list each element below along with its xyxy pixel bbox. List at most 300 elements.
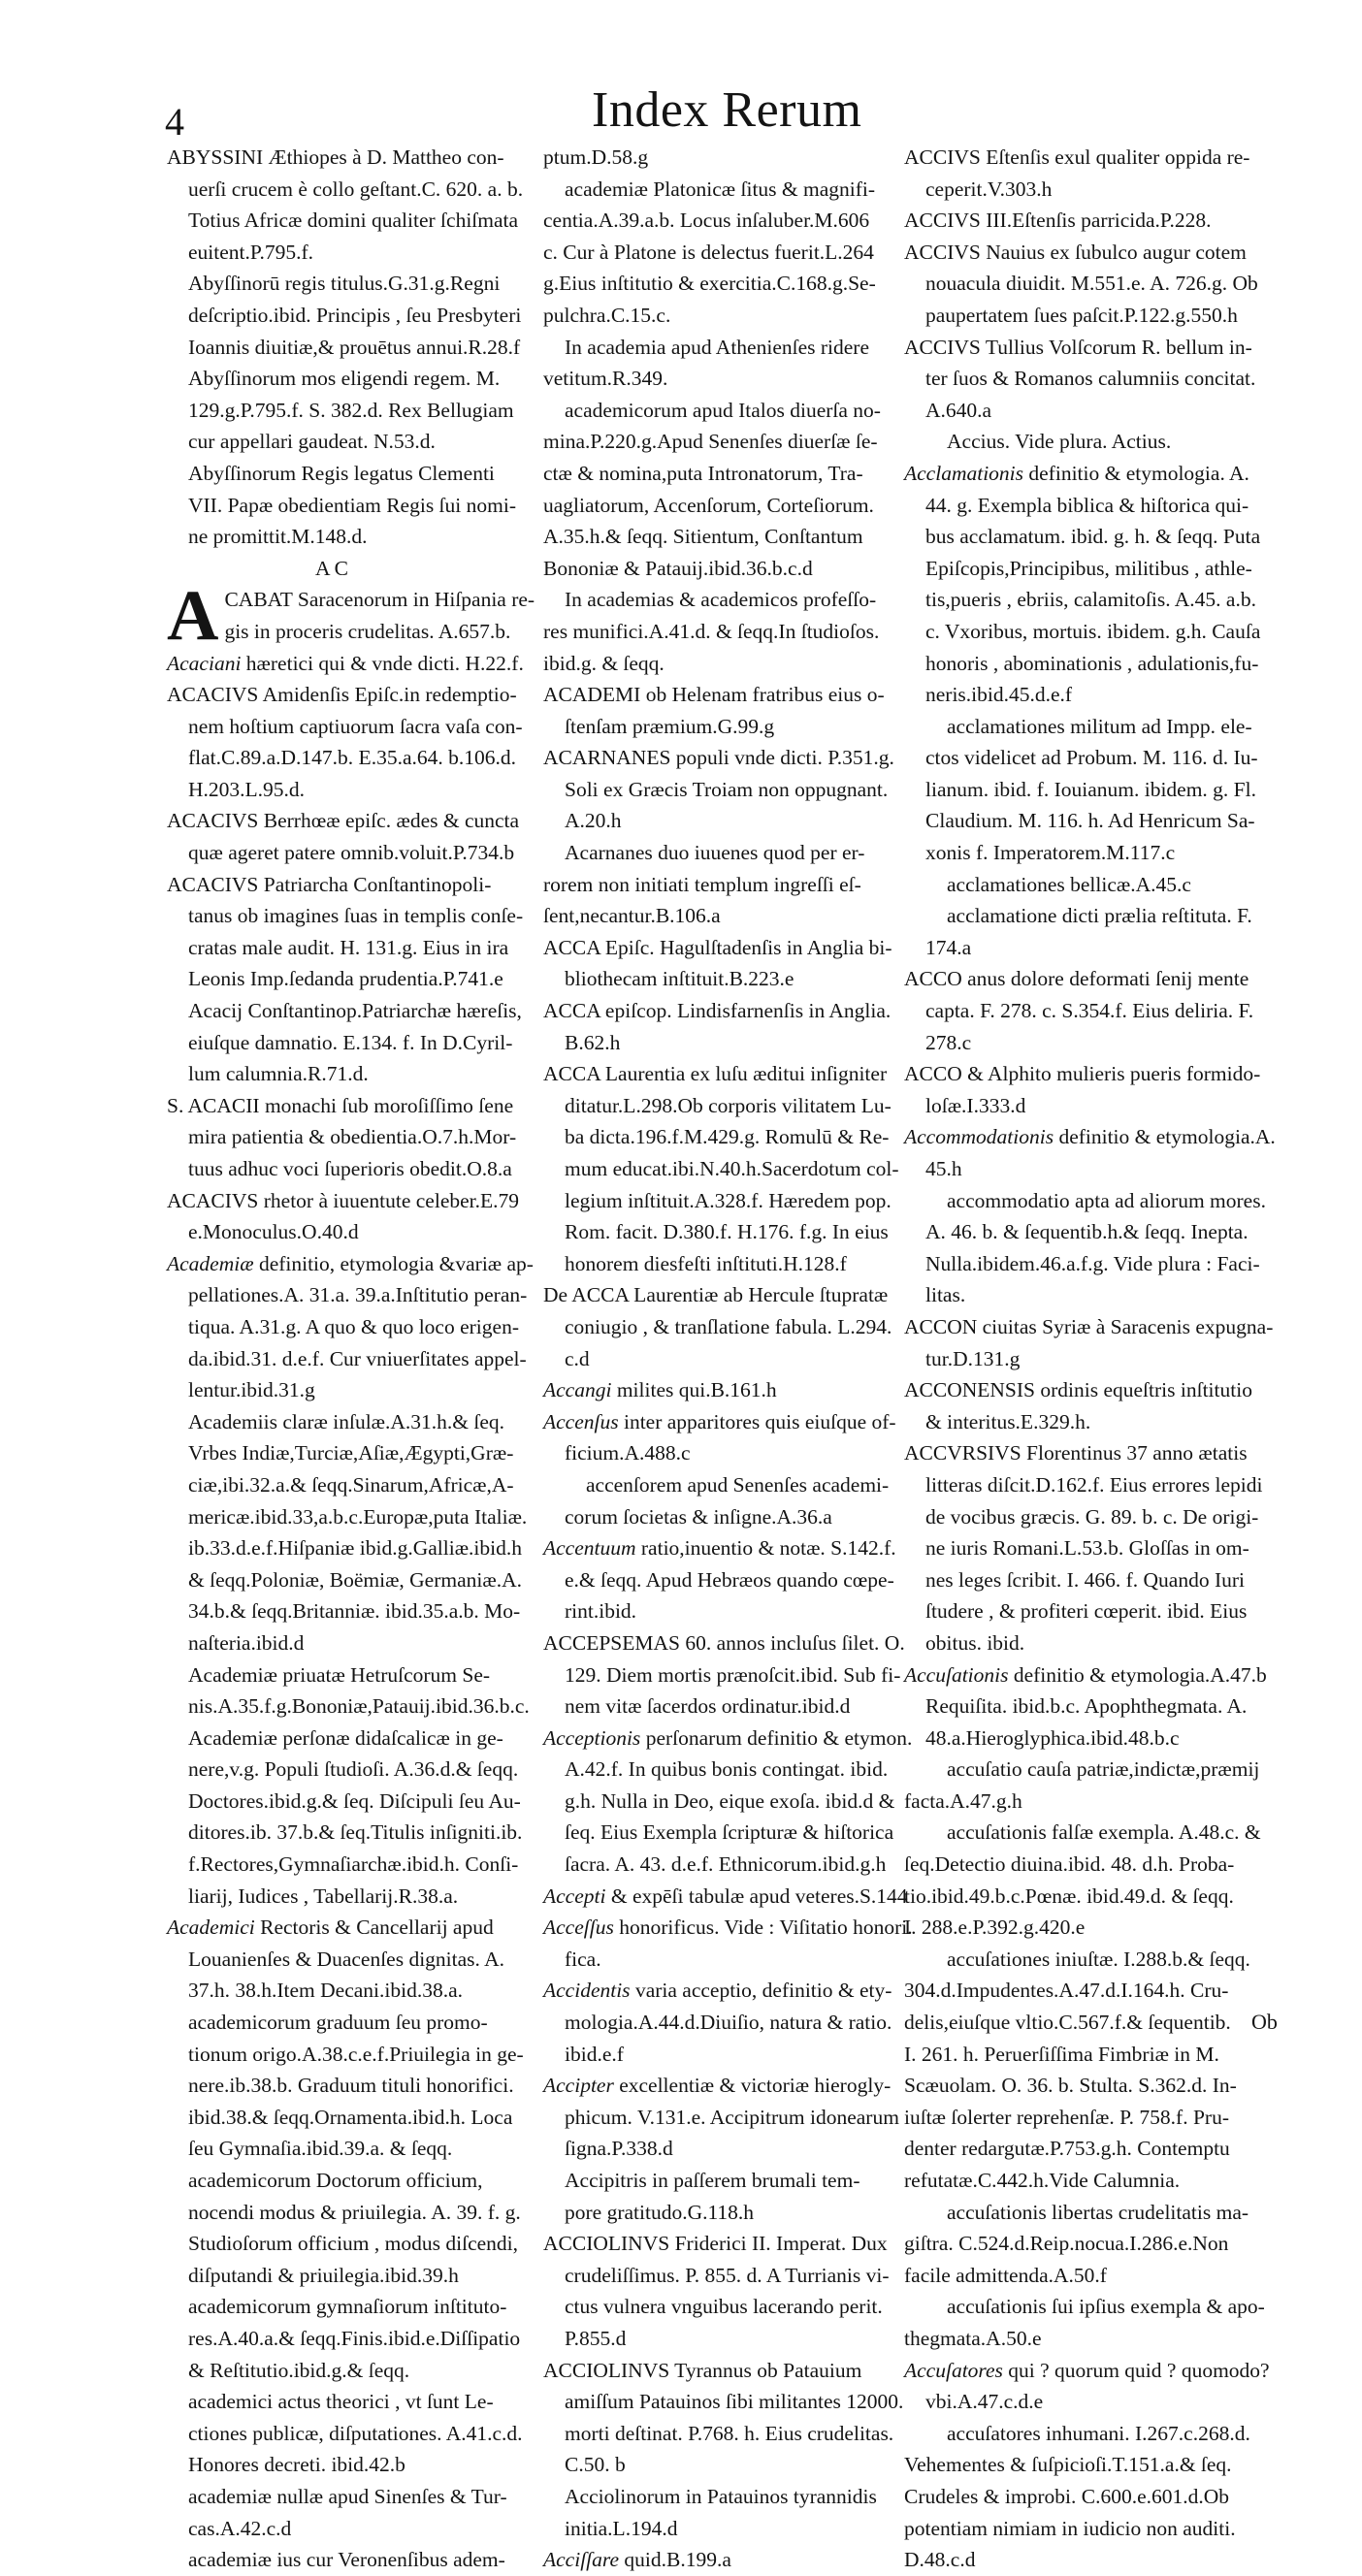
index-line-text: Studioſorum officium , modus diſcendi, [188, 2232, 519, 2256]
index-line [543, 932, 892, 964]
index-line [904, 1849, 1269, 1881]
index-line [904, 1279, 1269, 1311]
index-line [904, 963, 1269, 995]
index-line [167, 521, 497, 553]
index-line-text: euitent.P.795.f. [188, 240, 313, 264]
index-line [543, 1754, 889, 1786]
index-line [904, 1027, 1269, 1059]
index-line [904, 1627, 1269, 1659]
index-line-text: nes leges ſcribit. I. 466. f. Quando Iuri [925, 1567, 1245, 1592]
index-line-text: honoris , abominationis , adulationis,fu- [925, 651, 1259, 675]
index-line [904, 774, 1269, 806]
index-line-text: 129. Diem mortis prænoſcit.ibid. Sub fi- [565, 1662, 901, 1687]
index-line-text: ſacra. A. 43. d.e.f. Ethnicorum.ibid.g.h [565, 1852, 887, 1877]
index-line-text: ACCONENSIS ordinis equeſtris inſtitutio [904, 1378, 1252, 1402]
index-line-text: Acaciani hæretici qui & vnde dicti. H.22.f. [167, 651, 524, 675]
index-line-text: VII. Papæ obedientiam Regis ſui nomi- [188, 493, 516, 517]
index-line [904, 332, 1269, 364]
index-line-text: Vehementes & ſuſpicioſi.T.151.a.& ſeq. [904, 2453, 1232, 2477]
index-line-text: Soli ex Græcis Troiam non oppugnant. [565, 777, 889, 801]
index-line [904, 142, 1269, 174]
index-line-text: Doctores.ibid.g.& ſeq. Diſcipuli ſeu Au- [188, 1788, 521, 1813]
index-line-text: ACCIVS III.Eſtenſis parricida.P.228. [904, 209, 1212, 233]
index-line [167, 1564, 522, 1596]
index-line-text: Academiæ definitio, etymologia &variæ ap- [167, 1251, 534, 1275]
index-line-text: Rom. facit. D.380.f. H.176. f.g. In eius [565, 1220, 889, 1244]
index-line-text: Acclamationis definitio & etymologia. A. [904, 461, 1249, 485]
index-line [543, 1153, 899, 1185]
index-line-text: ACCIVS Nauius ex ſubulco augur cotem [904, 240, 1247, 264]
index-line [543, 2070, 892, 2102]
index-line-text: phicum. V.131.e. Accipitrum idonearum [565, 2105, 899, 2129]
index-line-text: lum calumnia.R.71.d. [188, 1062, 369, 1086]
index-line [543, 1216, 889, 1248]
index-line-text: academicorum apud Italos diuerſa no- [565, 398, 881, 422]
index-line [904, 837, 1269, 869]
index-line [904, 1532, 1269, 1564]
index-line [904, 2386, 1269, 2418]
index-line-text: initia.L.194.d [565, 2516, 678, 2540]
index-line-text: ficium.A.488.c [565, 1441, 691, 1465]
index-line [904, 1659, 1269, 1691]
index-line [904, 2102, 1269, 2134]
index-line [167, 490, 516, 522]
index-line-text: ditores.ib. 37.b.& ſeq.Titulis inſigniti.ib. [188, 1820, 523, 1845]
index-line [543, 1374, 885, 1406]
index-line-text: g.h. Nulla in Deo, eique exoſa. ibid.d & [565, 1788, 895, 1813]
index-line [167, 2197, 521, 2229]
index-line [167, 1090, 514, 1122]
index-line [543, 1121, 890, 1153]
index-line [904, 1406, 1269, 1438]
index-line-text: Nulla.ibidem.46.a.f.g. Vide plura : Faci- [925, 1251, 1260, 1275]
index-line [167, 1058, 497, 1090]
index-line-text: A.20.h [565, 809, 622, 833]
index-line [167, 742, 516, 774]
index-line-text: C.50. b [565, 2453, 626, 2477]
index-line-text: ACCA epiſcop. Lindisfarnenſis in Anglia. [543, 999, 892, 1023]
index-line-text: facile admittenda.A.50.f [904, 2263, 1107, 2287]
index-line [543, 995, 892, 1027]
index-line [543, 458, 885, 490]
index-line-text: Requiſita. ibid.b.c. Apophthegmata. A. [925, 1694, 1248, 1719]
index-line-text: ACCEPSEMAS 60. annos incluſus ſilet. O. [543, 1630, 905, 1655]
drop-cap: A [167, 576, 219, 657]
index-line [543, 2386, 904, 2418]
index-line-text: nem hoſtium captiuorum ſacra vaſa con- [188, 714, 523, 738]
index-line [167, 2039, 524, 2071]
index-line-text: Accepti & expēſi tabulæ apud veteres.S.144 [543, 1884, 908, 1908]
index-line-text: accommodatio apta ad aliorum mores. [947, 1188, 1266, 1212]
index-line-text: Accipter excellentiæ & victoriæ hierogly- [543, 2074, 892, 2098]
page-number: 4 [165, 100, 184, 144]
index-line [543, 1944, 885, 1976]
index-line-text: liarij, Iudices , Tabellarij.R.38.a. [188, 1884, 459, 1908]
index-line [543, 869, 885, 901]
index-line [167, 2070, 514, 2102]
index-line-text: accenſorem apud Senenſes academi- [586, 1472, 890, 1497]
index-line-text: nere.ib.38.b. Graduum tituli honorifici. [188, 2074, 514, 2098]
index-line [167, 1279, 528, 1311]
index-line-text: Louanienſes & Duacenſes dignitas. A. [188, 1947, 505, 1971]
index-line-text: tionum origo.A.38.c.e.f.Priuilegia in ge- [188, 2042, 524, 2066]
index-line-text: da.ibid.31. d.e.f. Cur vniuerſitates appel- [188, 1346, 527, 1370]
index-line [904, 1185, 1269, 1217]
index-line [167, 1469, 514, 1501]
index-line [167, 142, 504, 174]
index-line-text: ACACIVS Patriarcha Conſtantinopoli- [167, 872, 492, 896]
index-line-text: A.35.h.& ſeqq. Sitientum, Conſtantum [543, 525, 863, 549]
index-line-text: denter redargutæ.P.753.g.h. Contemptu [904, 2137, 1230, 2161]
index-line [904, 2228, 1269, 2260]
index-line [904, 648, 1269, 680]
index-line [167, 1723, 503, 1755]
index-line [543, 2449, 885, 2481]
index-line [167, 963, 503, 995]
index-line [543, 142, 885, 174]
index-line [543, 2260, 890, 2292]
index-line [904, 1374, 1269, 1406]
index-line [167, 837, 515, 869]
index-line-text: coniugio , & tranſlatione fabula. L.294. [565, 1314, 892, 1338]
index-line [904, 2165, 1269, 2197]
index-line-text: & Reſtitutio.ibid.g.& ſeqq. [188, 2358, 410, 2382]
index-line [904, 1437, 1269, 1469]
index-line-text: tuus adhuc voci ſuperioris obedit.O.8.a [188, 1157, 512, 1180]
index-line-text: Abyſſinorum Regis legatus Clementi [188, 461, 495, 485]
index-line-text: litteras diſcit.D.162.f. Eius errores lepidi [925, 1472, 1263, 1497]
index-line-text: ſtudere , & profiteri cœperit. ibid. Eius [925, 1599, 1248, 1624]
index-line-text: uagliatorum, Accenſorum, Corteſiorum. [543, 493, 874, 517]
index-line [904, 1595, 1269, 1627]
index-line-text: Epiſcopis,Principibus, militibus , athle- [925, 556, 1252, 580]
index-line-text: bus acclamatum. ibid. g. h. & ſeqq. Puta [925, 525, 1261, 549]
index-line-text: facta.A.47.g.h [904, 1788, 1022, 1813]
index-line [167, 2007, 497, 2039]
index-line-text: loſæ.I.333.d [925, 1093, 1026, 1117]
index-line [167, 1690, 530, 1723]
index-line-text: diſputandi & priuilegia.ibid.39.h [188, 2263, 459, 2287]
index-line [167, 1659, 497, 1691]
index-line-text: nere,v.g. Populi ſtudioſi. A.36.d.& ſeqq. [188, 1757, 519, 1782]
index-line [904, 584, 1269, 616]
index-line-text: accuſationis ſui ipſius exempla & apo- [947, 2295, 1265, 2319]
index-line [904, 1975, 1269, 2007]
index-line [167, 900, 524, 932]
index-line-text: Accuſatores qui ? quorum quid ? quomodo? [904, 2358, 1270, 2382]
index-line-text: accuſatores inhumani. I.267.c.268.d. [947, 2421, 1250, 2445]
index-line [543, 1690, 885, 1723]
index-line-text: ciæ,ibi.32.a.& ſeqq.Sinarum,Africæ,A- [188, 1472, 514, 1497]
index-line [543, 963, 885, 995]
index-line [543, 1343, 885, 1375]
index-line-text: academicorum Doctorum officium, [188, 2169, 483, 2192]
index-line [167, 2386, 497, 2418]
index-line-text: Accentuum ratio,inuentio & notæ. S.142.f. [543, 1536, 896, 1561]
index-line [167, 2260, 497, 2292]
index-line [167, 1248, 534, 1280]
index-line [167, 932, 509, 964]
index-line-text: Honores decreti. ibid.42.b [188, 2453, 405, 2477]
index-line [904, 742, 1269, 774]
index-line [543, 1817, 894, 1849]
index-line-text: ibid.38.& ſeqq.Ornamenta.ibid.h. Loca [188, 2105, 513, 2129]
index-line-text: ne iuris Romani.L.53.b. Gloſſas in om- [925, 1536, 1249, 1561]
index-line-text: centia.A.39.a.b. Locus inſaluber.M.606 [543, 209, 870, 233]
index-line-text: Leonis Imp.ſedanda prudentia.P.741.e [188, 967, 503, 991]
index-line-text: ACCO & Alphito mulieris pueris formido- [904, 1062, 1261, 1086]
index-line [904, 1817, 1269, 1849]
index-line-text: academiæ Platonicæ ſitus & magnifi- [565, 177, 876, 201]
index-line-text: Academici Rectoris & Cancellarij apud [167, 1916, 494, 1940]
index-line-text: tiqua. A.31.g. A quo & quo loco erigen- [188, 1314, 519, 1338]
index-line-text: Scæuolam. O. 36. b. Stulta. S.362.d. In- [904, 2074, 1237, 2098]
index-line [904, 1216, 1269, 1248]
index-line-text: ne promittit.M.148.d. [188, 525, 368, 549]
index-line [167, 426, 497, 458]
index-line [543, 2007, 892, 2039]
index-line-text: mina.P.220.g.Apud Senenſes diuerſæ ſe- [543, 430, 878, 454]
index-line-text: ACCO anus dolore deformati ſenij mente [904, 967, 1249, 991]
index-line [167, 237, 497, 269]
index-line [543, 2323, 885, 2355]
index-line [543, 1627, 905, 1659]
index-line-text: Accidentis varia acceptio, definitio & ety- [543, 1979, 892, 2003]
index-line-text: Claudium. M. 116. h. Ad Henricum Sa- [925, 809, 1255, 833]
index-line-text: cur appellari gaudeat. N.53.d. [188, 430, 436, 454]
index-line-text: vbi.A.47.c.d.e [925, 2390, 1044, 2414]
index-line-text: academiæ ius cur Veronenſibus adem- [188, 2548, 505, 2572]
index-line [167, 774, 497, 806]
index-line-text: ſtenſam præmium.G.99.g [565, 714, 775, 738]
index-line-text: g.Eius inſtitutio & exercitia.C.168.g.Se- [543, 272, 876, 296]
index-line-text: & ſeqq.Poloniæ, Boëmiæ, Germaniæ.A. [188, 1567, 522, 1592]
index-line-text: uerſi crucem è collo geſtant.C. 620. a. b. [188, 177, 524, 201]
index-line-text: 34.b.& ſeqq.Britanniæ. ibid.35.a.b. Mo- [188, 1599, 521, 1624]
index-line [543, 490, 885, 522]
index-line [904, 805, 1269, 837]
index-line [543, 679, 885, 711]
index-line-text: 174.a [925, 935, 972, 959]
index-line [167, 1975, 497, 2007]
index-line [543, 300, 885, 332]
index-line-text: delis,eiuſque vltio.C.567.f.& ſequentib. [904, 2011, 1231, 2035]
index-line-text: thegmata.A.50.e [904, 2326, 1042, 2350]
index-line [904, 2323, 1269, 2355]
index-line [167, 332, 521, 364]
index-line-text: honorem diesfeſti inſtituti.H.128.f [565, 1251, 847, 1275]
index-line-text: lianum. ibid. f. Iouianum. ibidem. g. Fl. [925, 777, 1256, 801]
index-line [543, 1532, 896, 1564]
index-line-text: academicorum gymnaſiorum inſtituto- [188, 2295, 507, 2319]
index-line-text: ctus vulnera vnguibus lacerando perit. [565, 2295, 883, 2319]
index-line [543, 1849, 885, 1881]
index-line [167, 1532, 522, 1564]
index-line-text: accuſationis libertas crudelitatis ma- [947, 2200, 1249, 2224]
index-line-text: 37.h. 38.h.Item Decani.ibid.38.a. [188, 1979, 464, 2003]
index-line [543, 1469, 890, 1501]
index-line [543, 1881, 908, 1913]
index-line-text: deſcriptio.ibid. Principis , ſeu Presbyteri [188, 303, 522, 327]
index-line-text: ACCA Laurentia ex luſu æditui inſigniter [543, 1062, 888, 1086]
index-column-left [167, 142, 535, 2576]
index-line [167, 1185, 520, 1217]
index-line [543, 2228, 888, 2260]
index-line-text: nis.A.35.f.g.Bononiæ,Patauij.ibid.36.b.c. [188, 1694, 530, 1719]
index-line [167, 1501, 528, 1533]
index-line [167, 2228, 519, 2260]
index-line [543, 1659, 901, 1691]
index-line [904, 1090, 1269, 1122]
index-line [904, 1881, 1269, 1913]
index-line [543, 1786, 895, 1818]
index-line-text: CABAT Saracenorum in Hiſpania re- [224, 588, 535, 612]
index-line-text: Academiæ priuatæ Hetruſcorum Se- [188, 1662, 491, 1687]
index-line [543, 616, 885, 648]
index-line-text: ctæ & nomina,puta Intronatorum, Tra- [543, 461, 863, 485]
index-line-text: Acciſſare quid.B.199.a [543, 2548, 731, 2572]
index-line [904, 2070, 1269, 2102]
index-line-text: e.& ſeqq. Apud Hebræos quando cœpe- [565, 1567, 894, 1592]
index-line-text: ſeu Gymnaſia.ibid.39.a. & ſeqq. [188, 2137, 453, 2161]
index-line-text: ibid.g. & ſeqq. [543, 651, 665, 675]
index-line-text: P.855.d [565, 2326, 627, 2350]
index-line-text: corum ſocietas & inſigne.A.36.a [565, 1504, 832, 1529]
index-line-text: ACARNANES populi vnde dicti. P.351.g. [543, 746, 894, 770]
index-line-text: Acceſſus honorificus. Vide : Viſitatio honori. [543, 1916, 913, 1940]
index-line-text: ba dicta.196.f.M.429.g. Romulū & Re- [565, 1125, 890, 1149]
index-line [904, 395, 1269, 427]
index-line [167, 711, 523, 743]
index-line-text: morti deſtinat. P.768. h. Eius crudelitas. [565, 2421, 894, 2445]
index-line-text: Crudeles & improbi. C.600.e.601.d.Ob [904, 2484, 1230, 2508]
index-line [167, 648, 524, 680]
index-line [543, 205, 885, 237]
index-line-text: 48.a.Hieroglyphica.ibid.48.b.c [925, 1725, 1180, 1750]
index-line-text: Acarnanes duo iuuenes quod per er- [565, 841, 865, 865]
running-head: Index Rerum [592, 82, 862, 138]
index-line [167, 2165, 497, 2197]
index-line-text: eiuſque damnatio. E.134. f. In D.Cyril- [188, 1030, 513, 1054]
index-line-text: litas. [925, 1283, 966, 1307]
index-line [543, 1279, 889, 1311]
index-line [543, 2355, 885, 2387]
index-line [167, 1786, 521, 1818]
index-line [904, 1944, 1269, 1976]
index-line [167, 2355, 497, 2387]
index-line [904, 711, 1269, 743]
index-line [904, 995, 1269, 1027]
index-line-text: ptum.D.58.g [543, 145, 649, 169]
index-line-text: De ACCA Laurentiæ ab Hercule ſtupratæ [543, 1283, 889, 1307]
index-line-text: acclamationes bellicæ.A.45.c [947, 872, 1191, 896]
index-line [543, 2418, 894, 2450]
index-line [904, 1786, 1269, 1818]
index-line-text: c. Vxoribus, mortuis. ibidem. g.h. Cauſa [925, 619, 1261, 643]
index-line [543, 805, 885, 837]
index-line-text: ditatur.L.298.Ob corporis vilitatem Lu- [565, 1093, 892, 1117]
index-line [904, 2449, 1269, 2481]
index-line [904, 1690, 1269, 1723]
index-line-text: fica. [565, 1947, 601, 1971]
index-line-text: c.d [565, 1346, 590, 1370]
index-line [543, 363, 885, 395]
index-line-text: mologia.A.44.d.Diuiſio, natura & ratio. [565, 2011, 892, 2035]
index-line-text: de vocibus græcis. G. 89. b. c. De origi- [925, 1504, 1259, 1529]
index-line [904, 932, 1269, 964]
index-line [904, 2039, 1269, 2071]
index-line [543, 553, 885, 585]
index-line [543, 2197, 885, 2229]
index-line-text: ACCVRSIVS Florentinus 37 anno ætatis [904, 1441, 1248, 1465]
index-line [904, 1311, 1274, 1343]
index-line-text: nocendi modus & priuilegia. A. 39. f. g. [188, 2200, 521, 2224]
index-line-text: obitus. ibid. [925, 1630, 1025, 1655]
index-line-text: ACCON ciuitas Syriæ à Saracenis expugna- [904, 1314, 1274, 1338]
index-line-text: mum educat.ibi.N.40.h.Sacerdotum col- [565, 1157, 899, 1180]
index-line [543, 1723, 913, 1755]
index-line-text: D.48.c.d [904, 2548, 976, 2572]
index-line [904, 553, 1269, 585]
index-line-text: ctos videlicet ad Probum. M. 116. d. Iu- [925, 746, 1258, 770]
index-line-text: paupertatem ſues paſcit.P.122.g.550.h [925, 303, 1238, 327]
index-line [904, 363, 1269, 395]
index-line [904, 1501, 1269, 1533]
index-line [904, 2481, 1269, 2513]
index-line-text: ſeq.Detectio diuina.ibid. 48. d.h. Proba- [904, 1852, 1235, 1877]
index-line [904, 490, 1269, 522]
index-line-text: ter ſuos & Romanos calumniis concitat. [925, 367, 1256, 391]
index-line-text: 44. g. Exempla biblica & hiſtorica qui- [925, 493, 1249, 517]
index-line-text: H.203.L.95.d. [188, 777, 306, 801]
index-line [167, 1374, 497, 1406]
index-line-text: capta. F. 278. c. S.354.f. Eius deliria. F. [925, 999, 1254, 1023]
index-line [904, 2197, 1269, 2229]
index-line-text: pore gratitudo.G.118.h [565, 2200, 755, 2224]
index-line [543, 900, 885, 932]
index-line [167, 1311, 519, 1343]
index-line-text: nouacula diuidit. M.551.e. A. 726.g. Ob [925, 272, 1258, 296]
index-line [543, 648, 885, 680]
index-line [543, 1912, 913, 1944]
index-line [167, 1912, 497, 1944]
index-line [543, 1406, 896, 1438]
index-line-text: ACCIVS Eſtenſis exul qualiter oppida re- [904, 145, 1250, 169]
index-line [167, 2102, 513, 2134]
index-line [904, 1248, 1269, 1280]
index-line [543, 2544, 885, 2576]
index-line-text: 278.c [925, 1030, 972, 1054]
index-line-text: gis in proceris crudelitas. A.657.b. [224, 619, 511, 643]
index-line [167, 2291, 507, 2323]
index-line [167, 1944, 505, 1976]
index-line-text: naſteria.ibid.d [188, 1630, 305, 1655]
index-line [543, 1311, 892, 1343]
index-line [167, 1817, 523, 1849]
index-line [904, 1912, 1269, 1944]
index-line [904, 1564, 1269, 1596]
index-line [904, 174, 1269, 206]
index-line-text: 129.g.P.795.f. S. 382.d. Rex Bellugiam [188, 398, 514, 422]
index-line [904, 2355, 1269, 2387]
index-line [543, 1027, 885, 1059]
index-line [543, 837, 885, 869]
index-line [904, 1058, 1269, 1090]
index-line-text: Academiis claræ inſulæ.A.31.h.& ſeq. [188, 1409, 505, 1433]
index-line [167, 1121, 517, 1153]
index-line-text: mericæ.ibid.33,a.b.c.Europæ,puta Italiæ. [188, 1504, 528, 1529]
index-line-text: amiſſum Patauinos ſibi militantes 12000. [565, 2390, 904, 2414]
